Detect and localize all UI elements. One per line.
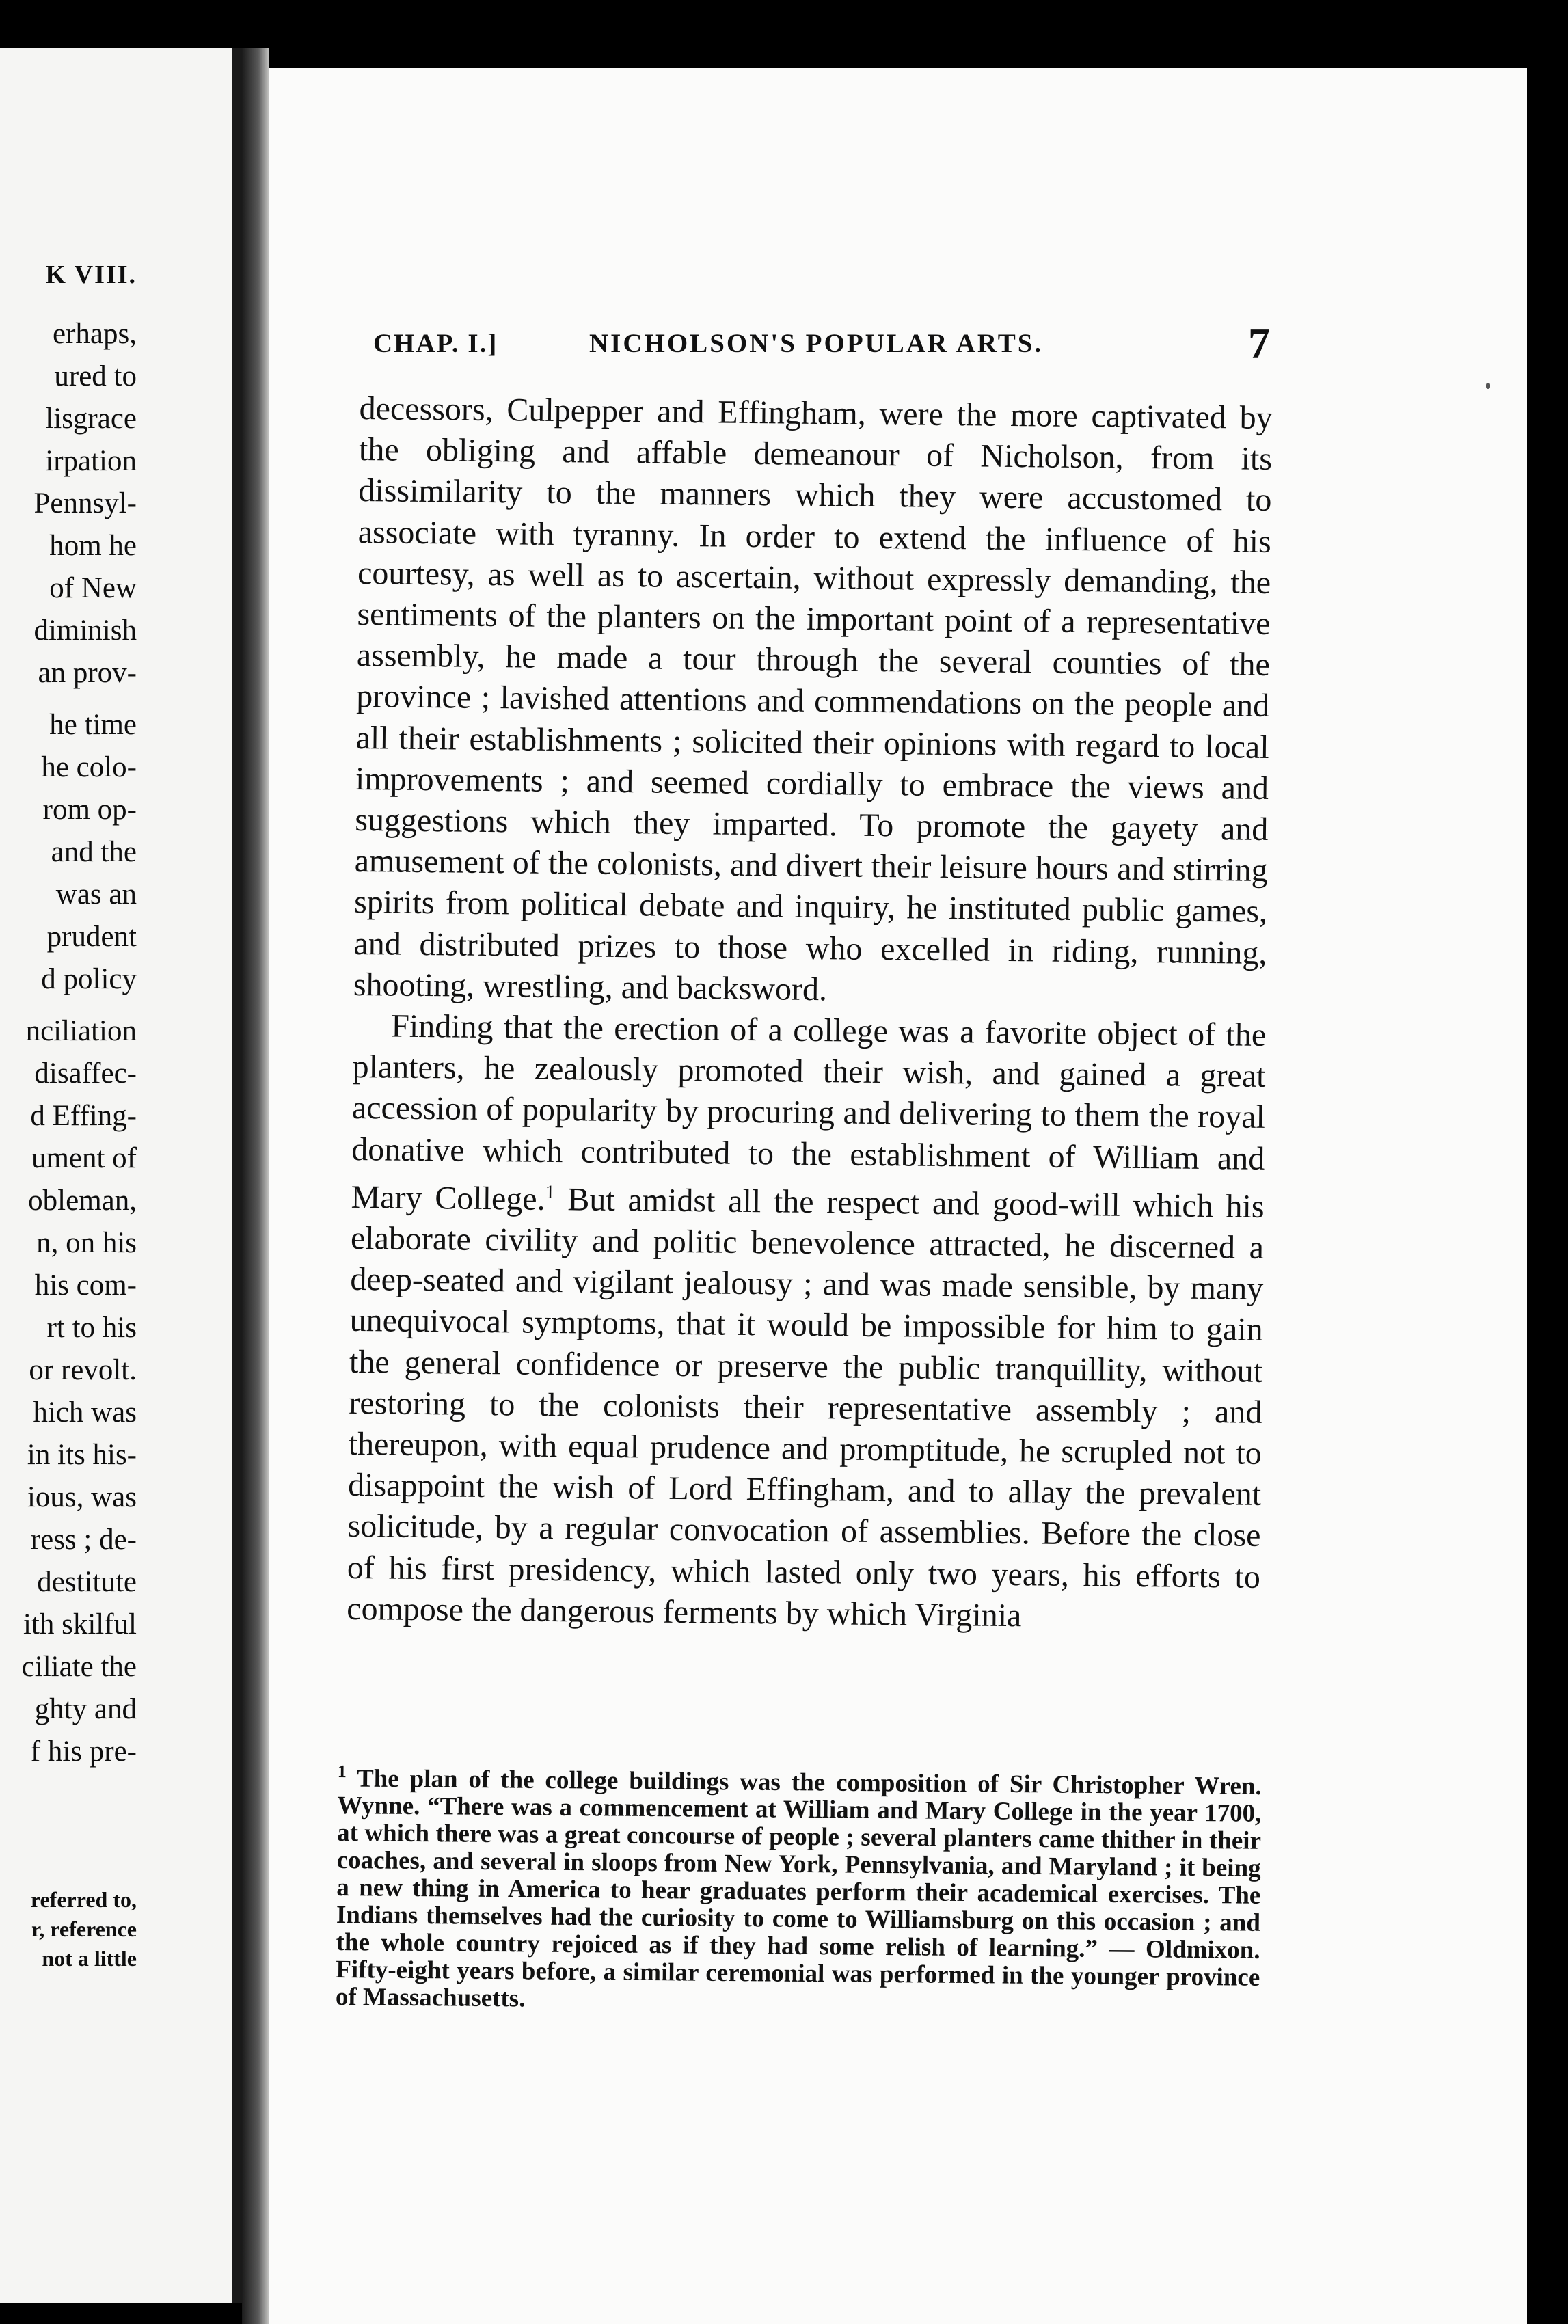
left-page-line: d Effing- (30, 1100, 137, 1132)
left-page-line: of New (49, 572, 137, 604)
left-page-line: rt to his (46, 1312, 137, 1344)
left-page-line: prudent (46, 921, 137, 953)
left-page-lines (0, 313, 137, 1773)
left-page-line: destitute (37, 1566, 137, 1598)
left-page-line: in its his- (27, 1439, 137, 1471)
paragraph-2-part-b: But amidst all the respect and good-will which his elaborate civility and politic benevolence attracted, he discerned a deep-seated and vigilant jealousy ; and was made sensible, by many unequivocal symptoms, that it would be impossible for him to gain the general confidence or preserve the public tranquillity, without restoring to the colonists their representative assembly ; and thereupon, with equal prudence and promptitude, he scrupled not to disappoint the wish of Lord Effingham, and to allay the prevalent solicitude, by a regular convocation of assemblies. Before the close of his first presidency, which lasted only two years, his efforts to compose the dangerous ferments by which Virginia (347, 1180, 1265, 1634)
left-page-line: d policy (41, 963, 137, 995)
left-page-line: nciliation (25, 1015, 137, 1047)
left-page-footnote-line: not a little (42, 1946, 137, 1971)
left-page-footnote (0, 1885, 137, 1973)
left-page-line: irpation (45, 445, 137, 477)
left-page-line: obleman, (28, 1185, 137, 1217)
left-page-line: ument of (31, 1142, 137, 1174)
book-gutter (242, 48, 269, 2324)
running-head (269, 319, 1527, 383)
left-page-line: was an (55, 878, 137, 910)
right-page (269, 68, 1527, 2324)
running-head-chapter: CHAP. I.] (373, 329, 498, 358)
paragraph-2-part-a: Finding that the erection of a college was a favorite object of the planters, he zealously promoted their wish, and gained a great accession of popularity by procuring and delivering to them the royal donative which contributed to the establishment of William and Mary College. (351, 1008, 1267, 1217)
left-page-line: ith skilful (23, 1608, 137, 1640)
left-page-line: erhaps, (53, 318, 137, 350)
paper-speck (1486, 383, 1490, 389)
left-page-line: or revolt. (29, 1354, 137, 1386)
left-page-footnote-line: referred to, (30, 1887, 137, 1912)
left-page-line: he time (49, 709, 137, 741)
left-page-line: f his pre- (30, 1735, 137, 1768)
left-page-line: an prov- (38, 657, 137, 689)
left-page-line: hom he (49, 530, 137, 562)
left-page-line: he colo- (41, 751, 137, 783)
left-page-line: Pennsyl- (33, 487, 137, 519)
page-number: 7 (1248, 319, 1270, 368)
left-page-line: ciliate the (21, 1651, 137, 1683)
left-page-line: ured to (54, 360, 137, 392)
left-page-line: lisgrace (45, 403, 137, 435)
left-page-line: and the (51, 836, 137, 868)
paragraph-2 (347, 1005, 1266, 1639)
footnote (336, 1758, 1262, 2019)
left-page-line: disaffec- (34, 1057, 137, 1090)
paragraph-1: decessors, Culpepper and Effingham, were the more captivated by the obliging and affable demeanour of Nicholson, from its dissimilarity to the manners which they were accustomed to associate with tyranny. In order to extend the influence of his courtesy, as well as to ascertain, without expressly demanding, the sentiments of the planters on the important point of a representative assembly, he made a tour through the several counties of the province ; lavished attentions and commendations on the people and all their establishments ; solicited their opinions with regard to local improvements ; and seemed cordially to embrace the views and suggestions which they imparted. To promote the gayety and amusement of the colonists, and divert their leisure hours and stirring spirits from political debate and inquiry, he instituted public games, and distributed prizes to those who excelled in riding, running, shooting, wrestling, and backsword. (353, 390, 1273, 1008)
footnote-mark: 1 (337, 1761, 347, 1782)
left-page-fragment (0, 48, 242, 2303)
left-page-line: n, on his (36, 1227, 137, 1259)
left-running-head: K VIII. (45, 260, 137, 289)
left-page-line: hich was (33, 1396, 137, 1429)
left-page-line: ghty and (34, 1693, 137, 1725)
left-page-line: ious, was (27, 1481, 137, 1513)
running-head-title: NICHOLSON'S POPULAR ARTS. (589, 329, 1044, 358)
body-text (347, 388, 1273, 1639)
page-edge (1527, 68, 1568, 2324)
left-page-line: his com- (34, 1269, 137, 1301)
left-page-footnote-line: r, reference (31, 1917, 137, 1941)
footnote-reference: 1 (545, 1181, 555, 1203)
left-page-line: diminish (33, 614, 137, 647)
footnote-text: The plan of the college buildings was the composition of Sir Christopher Wren. Wynne. “There was a commencement at William and Mary College in the year 1700, at which there was a great concourse of people ; several planters came thither in their coaches, and several in sloops from New York, Pennsylvania, and Maryland ; it being a new thing in America to hear graduates perform their academical exercises. The Indians themselves had the curiosity to come to Williamsburg on this occasion ; and the whole country rejoiced as if they had some relish of learning.” — Oldmixon. Fifty-eight years before, a similar ceremonial was performed in the younger province of Massachusetts. (335, 1764, 1262, 2013)
left-page-line: rom op- (42, 794, 137, 826)
left-page-line: ress ; de- (30, 1524, 137, 1556)
